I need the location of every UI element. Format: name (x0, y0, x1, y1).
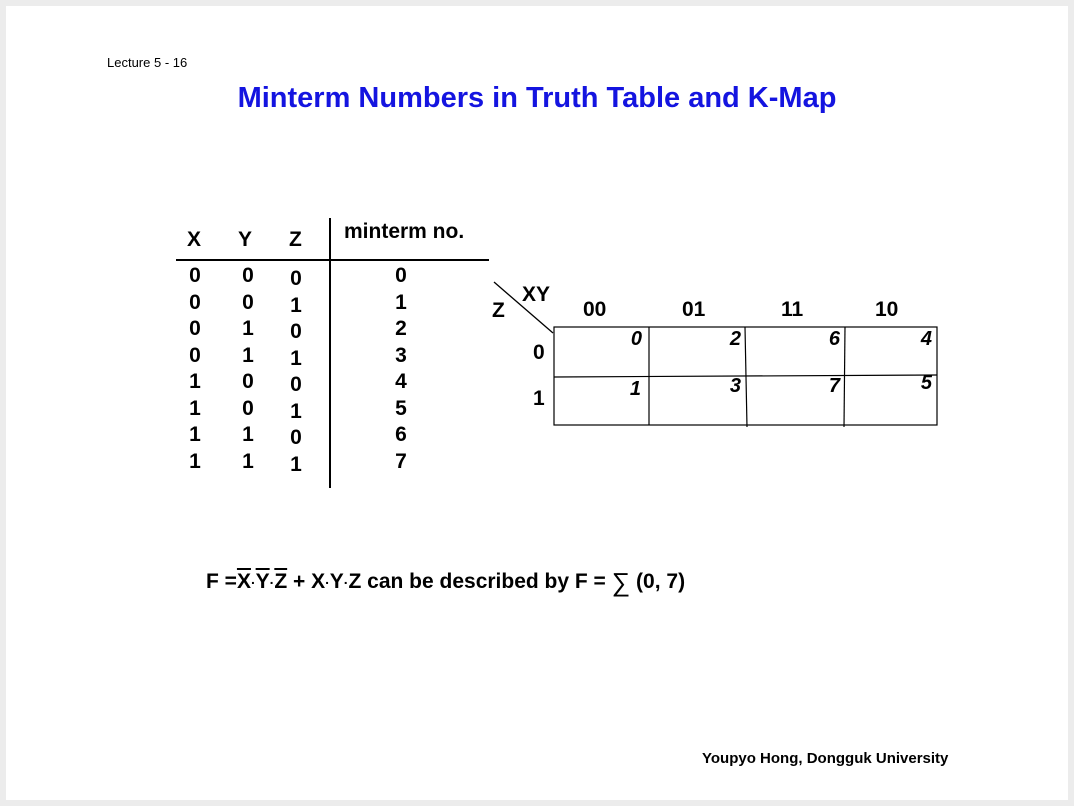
z-value: 0 (290, 267, 302, 290)
kmap-cell: 0 (630, 328, 642, 350)
lecture-label: Lecture 5 - 16 (107, 55, 188, 70)
x-value: 1 (189, 370, 201, 393)
z-value: 0 (290, 373, 302, 396)
y-value: 1 (242, 317, 254, 340)
header-minterm: minterm no. (344, 220, 465, 243)
y-value: 0 (242, 264, 254, 287)
z-value: 1 (290, 399, 302, 423)
footer-author: Youpyo Hong, Dongguk University (702, 750, 949, 767)
kmap-cell: 4 (920, 328, 932, 350)
and-dot: · (325, 574, 330, 591)
y-value: 1 (242, 449, 254, 473)
slide (6, 6, 1068, 800)
kmap-row-variable: Z (492, 299, 505, 322)
and-dot: · (250, 574, 256, 591)
table-horizontal-divider (176, 259, 489, 261)
minterm-value: 3 (395, 343, 407, 367)
and-dot: · (343, 574, 349, 591)
y-value: 1 (242, 423, 254, 446)
kmap-cell: 6 (828, 328, 840, 350)
kmap-row-header: 1 (533, 387, 545, 410)
column-z (281, 266, 311, 478)
sigma-icon: ∑ (611, 567, 631, 597)
x-complement: $\overline{X}$ (236, 570, 251, 593)
y-literal: Y (329, 570, 344, 593)
kmap-col-header: 00 (583, 298, 607, 321)
x-value: 1 (189, 423, 201, 446)
x-literal: X (311, 570, 326, 593)
kmap-cell: 3 (729, 375, 741, 397)
z-value: 1 (290, 346, 302, 370)
kmap-col-header: 11 (781, 298, 804, 321)
column-x (180, 263, 210, 475)
y-complement: $\overline{Y}$ (255, 570, 270, 593)
z-literal: Z (348, 570, 362, 593)
minterm-set: (0, 7) (636, 570, 686, 593)
z-value: 0 (290, 320, 302, 343)
minterm-value: 4 (395, 370, 407, 393)
z-value: 0 (290, 426, 302, 449)
kmap-cell: 2 (729, 328, 741, 350)
minterm-value: 1 (395, 290, 407, 314)
x-value: 0 (189, 290, 201, 314)
minterm-value: 2 (395, 317, 407, 340)
kmap-cell: 1 (629, 378, 641, 400)
and-dot: · (269, 574, 275, 591)
minterm-value: 5 (395, 396, 407, 420)
y-value: 0 (242, 396, 254, 420)
kmap-row-header: 0 (533, 341, 545, 364)
sum-of-minterms-formula (206, 567, 685, 598)
header-z: Z (289, 228, 302, 251)
y-value: 1 (242, 343, 254, 367)
column-y (233, 263, 263, 475)
slide-title: Minterm Numbers in Truth Table and K-Map (237, 82, 837, 114)
x-value: 0 (189, 317, 201, 340)
x-value: 0 (189, 343, 201, 367)
z-complement: $\overline{Z}$ (274, 570, 288, 593)
plus-sign: + (292, 570, 306, 593)
x-value: 0 (189, 264, 201, 287)
header-y: Y (238, 228, 253, 251)
x-value: 1 (189, 449, 201, 473)
kmap-col-header: 01 (682, 298, 706, 321)
kmap-col-header: 10 (875, 298, 899, 321)
header-x: X (187, 228, 202, 251)
formula-description: can be described by F = (367, 570, 606, 593)
x-value: 1 (189, 396, 201, 420)
column-minterm (386, 263, 416, 475)
kmap-cell: 5 (920, 372, 932, 394)
kmap-column-variable: XY (522, 283, 551, 306)
formula-lhs: F = (206, 570, 237, 593)
minterm-value: 6 (395, 423, 407, 446)
z-value: 1 (290, 452, 302, 476)
y-value: 0 (242, 370, 254, 393)
kmap-cell: 7 (828, 375, 840, 397)
minterm-value: 7 (395, 449, 407, 473)
z-value: 1 (290, 293, 302, 317)
y-value: 0 (242, 290, 254, 314)
minterm-value: 0 (395, 264, 407, 287)
